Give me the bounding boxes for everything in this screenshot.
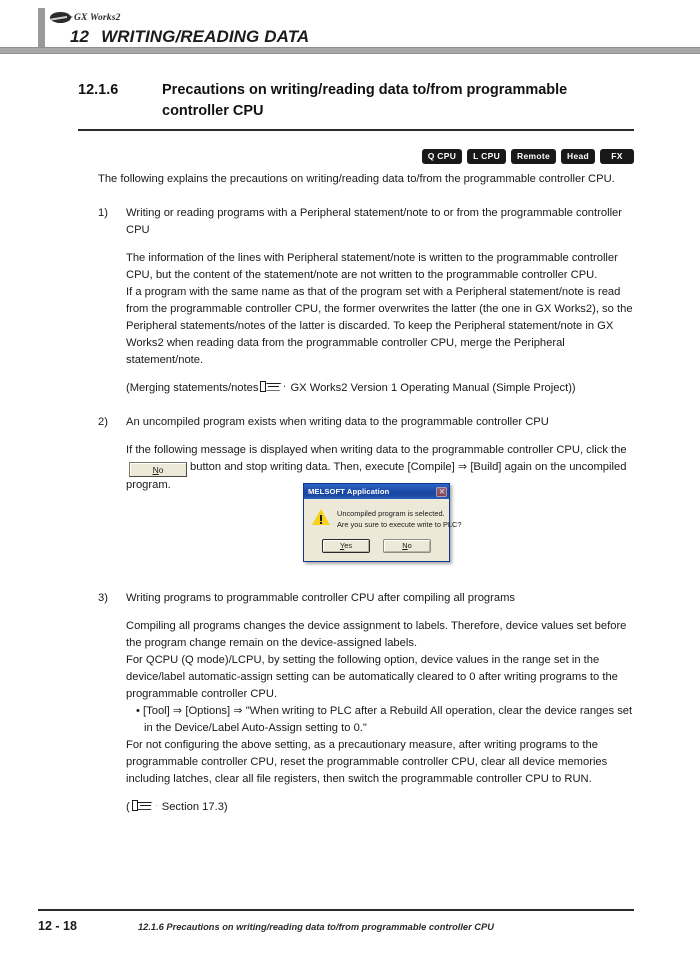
item-1-ref-text: GX Works2 Version 1 Operating Manual (Simple Project)) [290, 382, 576, 395]
dialog-yes-accel: Y [339, 540, 345, 550]
section-divider-rule [78, 129, 634, 131]
badge-q-cpu: Q CPU [422, 149, 462, 164]
pointing-hand-icon [132, 800, 158, 811]
product-name-label: GX Works2 [74, 12, 121, 23]
item-3-paragraph-3: For not configuring the above setting, as a precautionary measure, after writing programs to the programmable controller CPU, reset the programmable controller CPU, clear all device memories including latches, clear all file registers, then switch the programmable controller CPU to RUN. [126, 739, 608, 786]
melsoft-logo-icon [50, 12, 71, 23]
intro-paragraph: The following explains the precautions on writing/reading data to/from the programmable controller CPU. [98, 173, 615, 185]
item-2-text-after-button: button and stop writing data. Then, execute [Compile] ⇒ [Build] again on the uncompiled program. [126, 461, 627, 492]
inline-no-button-graphic [129, 462, 187, 477]
badge-head: Head [561, 149, 595, 164]
footer-running-title: 12.1.6 Precautions on writing/reading data to/from programmable controller CPU [138, 922, 494, 932]
item-3-heading: Writing programs to programmable controller CPU after compiling all programs [126, 592, 516, 605]
item-3-paragraph-1: Compiling all programs changes the device assignment to labels. Therefore, device values set before the program change remain on the device-assigned labels. [126, 620, 627, 650]
item-1-heading: Writing or reading programs with a Peripheral statement/note to or from the programmable controller CPU [126, 207, 622, 237]
section-title-text: Precautions on writing/reading data to/from programmable controller CPU [162, 82, 568, 119]
pointing-hand-icon [260, 381, 286, 392]
header-left-accent-bar [38, 8, 45, 48]
item-1-marker: 1) [98, 207, 108, 220]
melsoft-application-dialog [303, 483, 462, 562]
close-icon[interactable] [436, 487, 447, 497]
item-3-paragraph-2: For QCPU (Q mode)/LCPU, by setting the following option, device values in the range set in the device/label automatic-assign setting can be automatically cleared to 0 after writing programs to the programmable controller CPU. [126, 654, 618, 701]
dialog-yes-button[interactable] [322, 539, 370, 553]
item-3-cross-reference [126, 799, 636, 816]
item-1-paragraph-2: If a program with the same name as that of the program set with a Peripheral statement/note is read from the programmable controller CPU, the former overwrites the latter (the one in GX Works2), so the Peripheral statements/notes of the latter is discarded. To keep the Peripheral statement/note in GX Works2 when reading data from the programmable controller CPU, merge the Peripheral statement/note. [126, 286, 633, 367]
page-number: 12 - 18 [38, 919, 77, 933]
chapter-heading [70, 27, 309, 47]
page-footer [38, 909, 634, 933]
dialog-message [337, 508, 461, 531]
section-title-row [78, 80, 634, 121]
dialog-body [304, 499, 462, 535]
cpu-badge-row [422, 149, 634, 164]
item-1-paragraph-1: The information of the lines with Peripheral statement/note is written to the programmable controller CPU, but the content of the statement/note are not written to the programmable controller CPU. [126, 252, 618, 282]
item-3-ref-prefix: ( [126, 801, 130, 814]
badge-remote: Remote [511, 149, 556, 164]
footer-row [38, 911, 634, 933]
dialog-no-accel: N [402, 540, 408, 550]
section-header [78, 80, 634, 131]
product-logo [50, 12, 121, 23]
dialog-button-row [304, 535, 449, 561]
chapter-title-text: WRITING/READING DATA [101, 27, 310, 46]
melsoft-dialog-screenshot [303, 483, 462, 562]
item-1-ref-prefix: (Merging statements/notes [126, 382, 259, 395]
dialog-message-line-2: Are you sure to execute write to PLC? [337, 520, 462, 530]
inline-no-button-accel: N [152, 465, 159, 476]
numbered-item-3 [98, 590, 636, 816]
item-3-ref-text: Section 17.3) [161, 801, 228, 814]
inline-no-button-rest: o [158, 465, 164, 476]
badge-fx: FX [600, 149, 634, 164]
section-number: 12.1.6 [78, 82, 119, 98]
dialog-no-button[interactable] [383, 539, 431, 553]
item-2-text-before-button: If the following message is displayed when writing data to the programmable controller CPU, click the [126, 444, 627, 457]
chapter-number: 12 [70, 27, 90, 46]
dialog-no-rest: o [407, 540, 412, 550]
item-3-bullet: • [Tool] ⇒ [Options] ⇒ "When writing to PLC after a Rebuild All operation, clear the device ranges set in the Device/Label Auto-Assign setting to 0." [136, 705, 633, 735]
dialog-title: MELSOFT Application [308, 487, 390, 496]
badge-l-cpu: L CPU [467, 149, 506, 164]
header-divider-band [0, 47, 700, 54]
item-2-marker: 2) [98, 416, 108, 429]
dialog-titlebar [304, 484, 449, 499]
numbered-item-1 [98, 205, 636, 397]
dialog-yes-rest: es [344, 540, 353, 550]
dialog-message-line-1: Uncompiled program is selected. [337, 509, 445, 518]
item-1-cross-reference [126, 380, 636, 397]
warning-triangle-icon [312, 509, 330, 526]
item-3-marker: 3) [98, 592, 108, 605]
item-2-heading: An uncompiled program exists when writing data to the programmable controller CPU [126, 416, 549, 429]
page-header [0, 0, 700, 53]
